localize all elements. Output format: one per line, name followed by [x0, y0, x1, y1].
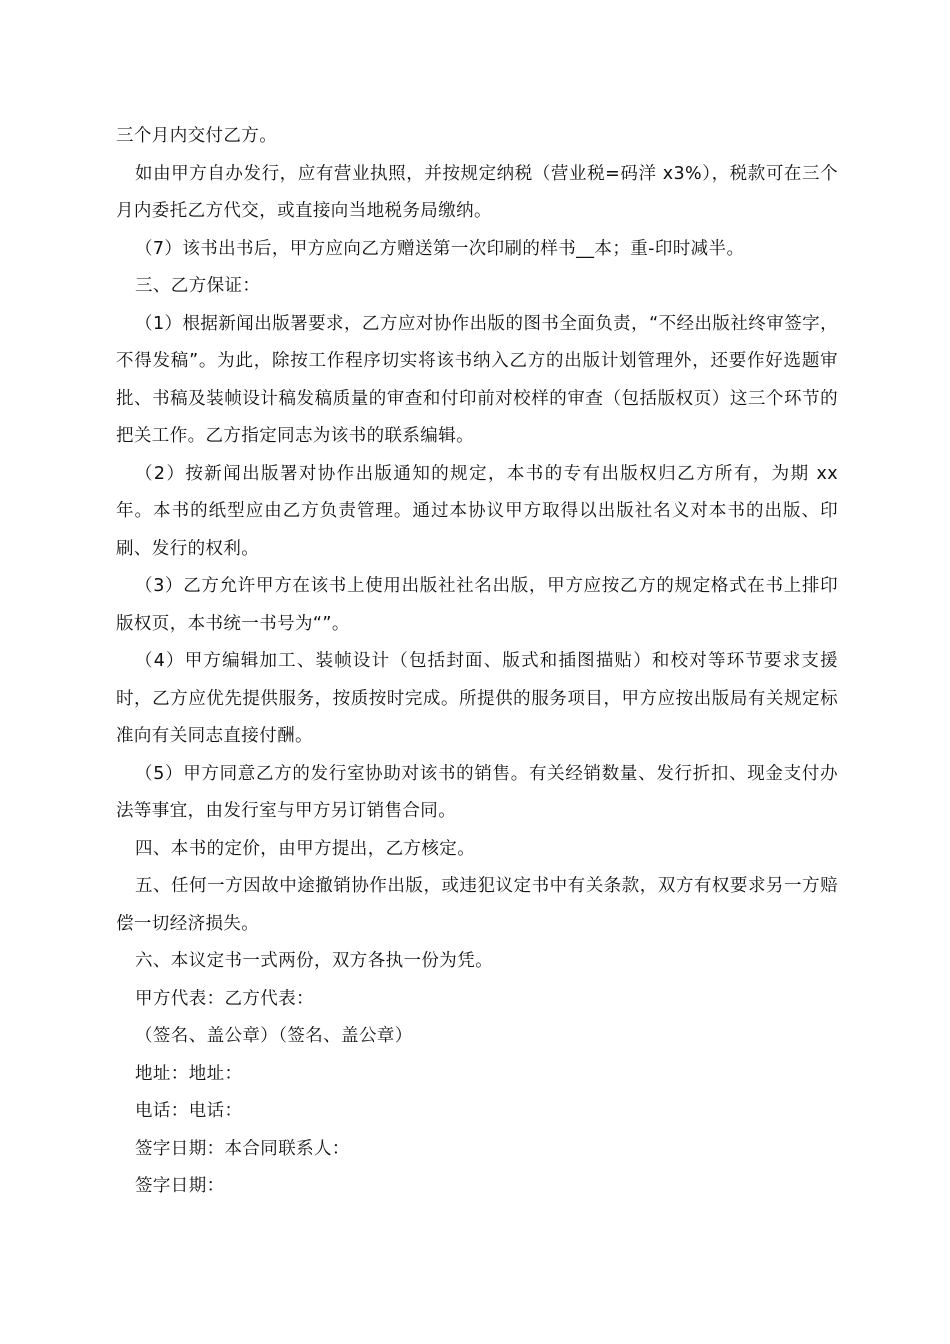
paragraph-guarantee-4: （4）甲方编辑加工、装帧设计（包括封面、版式和插图描贴）和校对等环节要求支援时，乙方应优先提供服务，按质按时完成。所提供的服务项目，甲方应按出版局有关规定标准向有关同志直接付酬。: [116, 651, 838, 746]
paragraph-guarantee-2: （2）按新闻出版署对协作出版通知的规定，本书的专有出版权归乙方所有，为期 xx 年。本书的纸型应由乙方负责管理。通过本协议甲方取得以出版社名义对本书的出版、印刷、发行的权利。: [116, 463, 838, 559]
section-heading-party-b-guarantee: 三、乙方保证：: [135, 276, 261, 296]
section-copies: 六、本议定书一式两份，双方各执一份为凭。: [135, 951, 493, 971]
paragraph-guarantee-3: （3）乙方允许甲方在该书上使用出版社社名出版，甲方应按乙方的规定格式在书上排印版权页，本书统一书号为“”。: [116, 576, 838, 634]
signature-date: 签字日期：: [135, 1176, 225, 1196]
paragraph-sample-books: （7）该书出书后，甲方应向乙方赠送第一次印刷的样书__本；重-印时减半。: [135, 238, 745, 259]
signature-representatives: 甲方代表：乙方代表：: [135, 988, 314, 1009]
paragraph-delivery-end: 三个月内交付乙方。: [116, 126, 278, 146]
signature-phone: 电话：电话：: [135, 1101, 243, 1121]
signature-seal-line: （签名、盖公章）（签名、盖公章）: [135, 1026, 413, 1046]
document-body: [116, 118, 838, 1206]
signature-address: 地址：地址：: [135, 1063, 243, 1084]
signature-date-contact: 签字日期：本合同联系人：: [135, 1138, 350, 1159]
section-pricing: 四、本书的定价，由甲方提出，乙方核定。: [135, 838, 476, 859]
section-breach: 五、任何一方因故中途撤销协作出版，或违犯议定书中有关条款，双方有权要求另一方赔偿一切经济损失。: [116, 876, 838, 934]
paragraph-guarantee-1: （1）根据新闻出版署要求，乙方应对协作出版的图书全面负责，“不经出版社终审签字，不得发稿”。为此，除按工作程序切实将该书纳入乙方的出版计划管理外，还要作好选题审批、书稿及装帧设计稿发稿质量的审查和付印前对校样的审查（包括版权页）这三个环节的把关工作。乙方指定同志为该书的联系编辑。: [116, 313, 838, 446]
paragraph-self-distribution-tax: 如由甲方自办发行，应有营业执照，并按规定纳税（营业税=码洋 x3%），税款可在三个月内委托乙方代交，或直接向当地税务局缴纳。: [116, 163, 838, 221]
paragraph-guarantee-5: （5）甲方同意乙方的发行室协助对该书的销售。有关经销数量、发行折扣、现金支付办法等事宜，由发行室与甲方另订销售合同。: [116, 763, 838, 821]
